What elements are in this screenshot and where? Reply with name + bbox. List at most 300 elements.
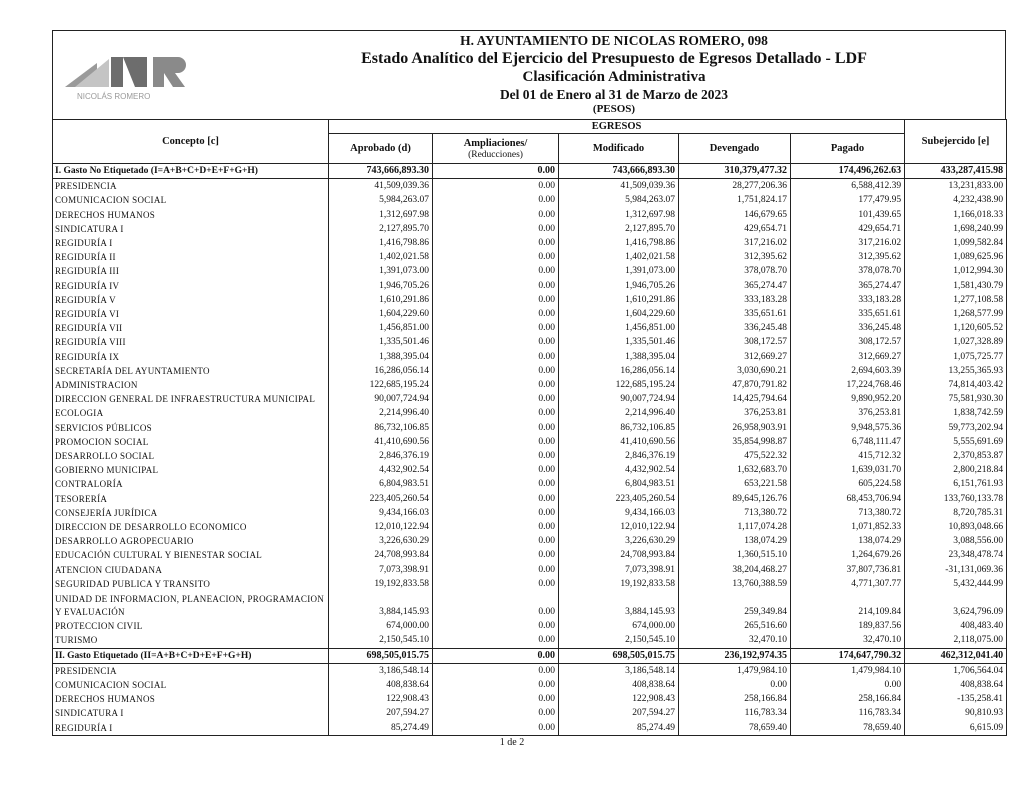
cell-aprobado: 19,192,833.58: [329, 577, 433, 591]
cell-devengado: 1,751,824.17: [679, 193, 791, 207]
table-row: [53, 364, 1007, 378]
cell-modificado: 1,610,291.86: [559, 293, 679, 307]
cell-subejercido: 462,312,041.40: [905, 648, 1007, 663]
report-page: [52, 30, 1006, 736]
cell-aprobado: 1,604,229.60: [329, 307, 433, 321]
cell-aprobado: 12,010,122.94: [329, 520, 433, 534]
cell-modificado: 1,335,501.46: [559, 335, 679, 349]
cell-aprobado: 1,335,501.46: [329, 335, 433, 349]
cell-concepto: REGIDURÍA III: [53, 264, 329, 278]
cell-subejercido: 1,698,240.99: [905, 222, 1007, 236]
cell-devengado: 236,192,974.35: [679, 648, 791, 663]
cell-subejercido: 1,838,742.59: [905, 406, 1007, 420]
total-row: [53, 164, 1007, 179]
cell-ampliaciones: 0.00: [433, 619, 559, 633]
report-classification: Clasificación Administrativa: [522, 69, 706, 85]
cell-modificado: 207,594.27: [559, 706, 679, 720]
cell-modificado: 1,946,705.26: [559, 279, 679, 293]
cell-ampliaciones: 0.00: [433, 307, 559, 321]
table-row: [53, 721, 1007, 736]
report-title: Estado Analítico del Ejercicio del Presupuesto de Egresos Detallado - LDF: [361, 50, 867, 67]
cell-modificado: 2,127,895.70: [559, 222, 679, 236]
cell-ampliaciones: 0.00: [433, 534, 559, 548]
cell-subejercido: 408,838.64: [905, 678, 1007, 692]
cell-ampliaciones: 0.00: [433, 392, 559, 406]
table-row: [53, 321, 1007, 335]
table-row: [53, 463, 1007, 477]
cell-subejercido: 1,089,625.96: [905, 250, 1007, 264]
table-row: [53, 692, 1007, 706]
cell-devengado: 336,245.48: [679, 321, 791, 335]
cell-ampliaciones: 0.00: [433, 222, 559, 236]
cell-subejercido: -31,131,069.36: [905, 563, 1007, 577]
cell-subejercido: 23,348,478.74: [905, 548, 1007, 562]
cell-ampliaciones: 0.00: [433, 506, 559, 520]
cell-devengado: 116,783.34: [679, 706, 791, 720]
cell-aprobado: 90,007,724.94: [329, 392, 433, 406]
cell-concepto: DIRECCION GENERAL DE INFRAESTRUCTURA MUNICIPAL: [53, 392, 329, 406]
cell-ampliaciones: 0.00: [433, 250, 559, 264]
cell-devengado: 312,669.27: [679, 350, 791, 364]
cell-devengado: 1,117,074.28: [679, 520, 791, 534]
cell-devengado: 1,632,683.70: [679, 463, 791, 477]
cell-concepto: REGIDURÍA I: [53, 236, 329, 250]
cell-aprobado: 674,000.00: [329, 619, 433, 633]
cell-concepto: DERECHOS HUMANOS: [53, 692, 329, 706]
cell-subejercido: 75,581,930.30: [905, 392, 1007, 406]
table-row: [53, 577, 1007, 591]
cell-subejercido: 8,720,785.31: [905, 506, 1007, 520]
cell-pagado: 101,439.65: [791, 208, 905, 222]
cell-ampliaciones: 0.00: [433, 321, 559, 335]
cell-aprobado: 41,509,039.36: [329, 179, 433, 194]
cell-ampliaciones: 0.00: [433, 492, 559, 506]
cell-modificado: 1,416,798.86: [559, 236, 679, 250]
cell-devengado: 653,221.58: [679, 477, 791, 491]
logo-subtext: NICOLÁS ROMERO: [77, 92, 151, 101]
cell-ampliaciones: 0.00: [433, 548, 559, 562]
cell-concepto: PRESIDENCIA: [53, 179, 329, 194]
cell-modificado: 4,432,902.54: [559, 463, 679, 477]
cell-subejercido: 1,706,564.04: [905, 663, 1007, 678]
cell-concepto: SERVICIOS PÚBLICOS: [53, 421, 329, 435]
col-concepto: Concepto [c]: [53, 120, 329, 164]
cell-pagado: 4,771,307.77: [791, 577, 905, 591]
cell-concepto: TURISMO: [53, 633, 329, 648]
cell-aprobado: 408,838.64: [329, 678, 433, 692]
cell-ampliaciones: 0.00: [433, 563, 559, 577]
cell-devengado: 308,172.57: [679, 335, 791, 349]
report-header: [52, 30, 1006, 119]
cell-modificado: 223,405,260.54: [559, 492, 679, 506]
cell-modificado: 41,509,039.36: [559, 179, 679, 194]
cell-subejercido: 133,760,133.78: [905, 492, 1007, 506]
cell-ampliaciones: 0.00: [433, 435, 559, 449]
cell-aprobado: 2,150,545.10: [329, 633, 433, 648]
cell-devengado: 259,349.84: [679, 591, 791, 619]
cell-subejercido: 5,432,444.99: [905, 577, 1007, 591]
cell-modificado: 7,073,398.91: [559, 563, 679, 577]
cell-modificado: 85,274.49: [559, 721, 679, 736]
cell-aprobado: 7,073,398.91: [329, 563, 433, 577]
cell-concepto: PROTECCION CIVIL: [53, 619, 329, 633]
cell-modificado: 16,286,056.14: [559, 364, 679, 378]
cell-pagado: 1,071,852.33: [791, 520, 905, 534]
cell-concepto: REGIDURÍA VII: [53, 321, 329, 335]
cell-devengado: 365,274.47: [679, 279, 791, 293]
cell-modificado: 1,391,073.00: [559, 264, 679, 278]
table-row: [53, 208, 1007, 222]
cell-modificado: 2,150,545.10: [559, 633, 679, 648]
cell-modificado: 743,666,893.30: [559, 164, 679, 179]
cell-pagado: 336,245.48: [791, 321, 905, 335]
table-row: [53, 619, 1007, 633]
cell-pagado: 376,253.81: [791, 406, 905, 420]
cell-concepto: GOBIERNO MUNICIPAL: [53, 463, 329, 477]
cell-devengado: 89,645,126.76: [679, 492, 791, 506]
cell-aprobado: 16,286,056.14: [329, 364, 433, 378]
cell-concepto: I. Gasto No Etiquetado (I=A+B+C+D+E+F+G+H): [53, 164, 329, 179]
cell-pagado: 1,479,984.10: [791, 663, 905, 678]
cell-subejercido: 2,370,853.87: [905, 449, 1007, 463]
cell-modificado: 1,388,395.04: [559, 350, 679, 364]
table-row: [53, 392, 1007, 406]
cell-modificado: 2,846,376.19: [559, 449, 679, 463]
cell-aprobado: 122,685,195.24: [329, 378, 433, 392]
table-row: [53, 678, 1007, 692]
cell-concepto: REGIDURÍA VI: [53, 307, 329, 321]
cell-ampliaciones: 0.00: [433, 421, 559, 435]
cell-modificado: 5,984,263.07: [559, 193, 679, 207]
cell-concepto: REGIDURÍA I: [53, 721, 329, 736]
table-row: [53, 350, 1007, 364]
col-pagado: Pagado: [791, 134, 905, 164]
cell-concepto: REGIDURÍA VIII: [53, 335, 329, 349]
cell-subejercido: 433,287,415.98: [905, 164, 1007, 179]
cell-concepto: SINDICATURA I: [53, 222, 329, 236]
table-row: [53, 633, 1007, 648]
table-row: [53, 193, 1007, 207]
cell-pagado: 713,380.72: [791, 506, 905, 520]
cell-concepto: SECRETARÍA DEL AYUNTAMIENTO: [53, 364, 329, 378]
cell-devengado: 429,654.71: [679, 222, 791, 236]
cell-ampliaciones: 0.00: [433, 264, 559, 278]
entity-name: H. AYUNTAMIENTO DE NICOLAS ROMERO, 098: [460, 33, 768, 48]
table-row: [53, 222, 1007, 236]
table-row: [53, 563, 1007, 577]
table-row: [53, 335, 1007, 349]
table-row: [53, 179, 1007, 194]
cell-aprobado: 698,505,015.75: [329, 648, 433, 663]
cell-devengado: 258,166.84: [679, 692, 791, 706]
cell-modificado: 3,226,630.29: [559, 534, 679, 548]
cell-aprobado: 1,610,291.86: [329, 293, 433, 307]
cell-concepto: ADMINISTRACION: [53, 378, 329, 392]
cell-subejercido: 6,615.09: [905, 721, 1007, 736]
cell-subejercido: 5,555,691.69: [905, 435, 1007, 449]
cell-pagado: 429,654.71: [791, 222, 905, 236]
report-currency: (PESOS): [592, 103, 636, 115]
col-ampliaciones-label: Ampliaciones/: [463, 137, 528, 149]
cell-concepto: DESARROLLO SOCIAL: [53, 449, 329, 463]
cell-pagado: 415,712.32: [791, 449, 905, 463]
table-row: [53, 477, 1007, 491]
cell-ampliaciones: 0.00: [433, 236, 559, 250]
cell-ampliaciones: 0.00: [433, 279, 559, 293]
cell-modificado: 1,402,021.58: [559, 250, 679, 264]
cell-subejercido: 74,814,403.42: [905, 378, 1007, 392]
cell-ampliaciones: 0.00: [433, 663, 559, 678]
cell-devengado: 0.00: [679, 678, 791, 692]
cell-devengado: 310,379,477.32: [679, 164, 791, 179]
cell-aprobado: 2,127,895.70: [329, 222, 433, 236]
cell-ampliaciones: 0.00: [433, 678, 559, 692]
cell-subejercido: 13,231,833.00: [905, 179, 1007, 194]
cell-pagado: 68,453,706.94: [791, 492, 905, 506]
cell-pagado: 9,948,575.36: [791, 421, 905, 435]
cell-pagado: 177,479.95: [791, 193, 905, 207]
col-aprobado: Aprobado (d): [329, 134, 433, 164]
cell-aprobado: 1,416,798.86: [329, 236, 433, 250]
cell-devengado: 475,522.32: [679, 449, 791, 463]
cell-pagado: 116,783.34: [791, 706, 905, 720]
cell-modificado: 698,505,015.75: [559, 648, 679, 663]
cell-devengado: 13,760,388.59: [679, 577, 791, 591]
cell-pagado: 78,659.40: [791, 721, 905, 736]
cell-modificado: 674,000.00: [559, 619, 679, 633]
cell-ampliaciones: 0.00: [433, 449, 559, 463]
cell-devengado: 378,078.70: [679, 264, 791, 278]
cell-aprobado: 223,405,260.54: [329, 492, 433, 506]
cell-pagado: 308,172.57: [791, 335, 905, 349]
cell-ampliaciones: 0.00: [433, 591, 559, 619]
cell-aprobado: 743,666,893.30: [329, 164, 433, 179]
table-row: [53, 591, 1007, 619]
cell-devengado: 26,958,903.91: [679, 421, 791, 435]
cell-subejercido: 1,099,582.84: [905, 236, 1007, 250]
cell-subejercido: 1,166,018.33: [905, 208, 1007, 222]
cell-devengado: 14,425,794.64: [679, 392, 791, 406]
cell-ampliaciones: 0.00: [433, 648, 559, 663]
cell-concepto: CONSEJERÍA JURÍDICA: [53, 506, 329, 520]
cell-pagado: 6,748,111.47: [791, 435, 905, 449]
cell-devengado: 32,470.10: [679, 633, 791, 648]
cell-aprobado: 3,186,548.14: [329, 663, 433, 678]
cell-ampliaciones: 0.00: [433, 577, 559, 591]
cell-subejercido: 1,268,577.99: [905, 307, 1007, 321]
cell-aprobado: 1,402,021.58: [329, 250, 433, 264]
col-subejercido: Subejercido [e]: [905, 120, 1007, 164]
cell-ampliaciones: 0.00: [433, 378, 559, 392]
col-ampliaciones: [433, 134, 559, 164]
cell-concepto: REGIDURÍA IV: [53, 279, 329, 293]
table-row: [53, 421, 1007, 435]
cell-pagado: 189,837.56: [791, 619, 905, 633]
cell-modificado: 122,685,195.24: [559, 378, 679, 392]
cell-modificado: 90,007,724.94: [559, 392, 679, 406]
cell-subejercido: -135,258.41: [905, 692, 1007, 706]
cell-concepto: REGIDURÍA IX: [53, 350, 329, 364]
cell-aprobado: 3,226,630.29: [329, 534, 433, 548]
cell-modificado: 6,804,983.51: [559, 477, 679, 491]
table-row: [53, 378, 1007, 392]
table-row: [53, 307, 1007, 321]
cell-pagado: 2,694,603.39: [791, 364, 905, 378]
cell-pagado: 214,109.84: [791, 591, 905, 619]
cell-subejercido: 1,581,430.79: [905, 279, 1007, 293]
cell-subejercido: 3,088,556.00: [905, 534, 1007, 548]
cell-devengado: 1,479,984.10: [679, 663, 791, 678]
cell-concepto: UNIDAD DE INFORMACION, PLANEACION, PROGRAMACION Y EVALUACIÓN: [53, 591, 329, 619]
cell-pagado: 32,470.10: [791, 633, 905, 648]
cell-ampliaciones: 0.00: [433, 364, 559, 378]
cell-modificado: 12,010,122.94: [559, 520, 679, 534]
table-row: [53, 520, 1007, 534]
table-row: [53, 548, 1007, 562]
cell-devengado: 28,277,206.36: [679, 179, 791, 194]
cell-aprobado: 24,708,993.84: [329, 548, 433, 562]
cell-modificado: 408,838.64: [559, 678, 679, 692]
cell-devengado: 38,204,468.27: [679, 563, 791, 577]
cell-subejercido: 1,012,994.30: [905, 264, 1007, 278]
table-row: [53, 435, 1007, 449]
cell-ampliaciones: 0.00: [433, 692, 559, 706]
cell-concepto: COMUNICACION SOCIAL: [53, 678, 329, 692]
municipality-logo: [57, 41, 227, 103]
cell-ampliaciones: 0.00: [433, 208, 559, 222]
cell-concepto: SEGURIDAD PUBLICA Y TRANSITO: [53, 577, 329, 591]
cell-ampliaciones: 0.00: [433, 721, 559, 736]
cell-subejercido: 2,118,075.00: [905, 633, 1007, 648]
cell-devengado: 317,216.02: [679, 236, 791, 250]
cell-devengado: 265,516.60: [679, 619, 791, 633]
cell-modificado: 24,708,993.84: [559, 548, 679, 562]
cell-pagado: 1,639,031.70: [791, 463, 905, 477]
cell-concepto: DESARROLLO AGROPECUARIO: [53, 534, 329, 548]
cell-aprobado: 1,312,697.98: [329, 208, 433, 222]
table-row: [53, 449, 1007, 463]
table-row: [53, 534, 1007, 548]
cell-devengado: 376,253.81: [679, 406, 791, 420]
page-number: 1 de 2: [499, 737, 525, 748]
cell-ampliaciones: 0.00: [433, 164, 559, 179]
cell-aprobado: 2,214,996.40: [329, 406, 433, 420]
cell-concepto: ATENCION CIUDADANA: [53, 563, 329, 577]
cell-aprobado: 85,274.49: [329, 721, 433, 736]
cell-concepto: ECOLOGIA: [53, 406, 329, 420]
cell-pagado: 0.00: [791, 678, 905, 692]
cell-aprobado: 2,846,376.19: [329, 449, 433, 463]
col-egresos-group: EGRESOS: [329, 120, 905, 134]
cell-modificado: 122,908.43: [559, 692, 679, 706]
cell-aprobado: 6,804,983.51: [329, 477, 433, 491]
cell-ampliaciones: 0.00: [433, 335, 559, 349]
total-row: [53, 648, 1007, 663]
cell-modificado: 86,732,106.85: [559, 421, 679, 435]
report-period: Del 01 de Enero al 31 de Marzo de 2023: [499, 87, 729, 102]
cell-subejercido: 1,277,108.58: [905, 293, 1007, 307]
cell-subejercido: 1,120,605.52: [905, 321, 1007, 335]
cell-pagado: 378,078.70: [791, 264, 905, 278]
cell-subejercido: 10,893,048.66: [905, 520, 1007, 534]
cell-subejercido: 2,800,218.84: [905, 463, 1007, 477]
cell-concepto: SINDICATURA I: [53, 706, 329, 720]
cell-devengado: 312,395.62: [679, 250, 791, 264]
cell-aprobado: 1,456,851.00: [329, 321, 433, 335]
cell-ampliaciones: 0.00: [433, 293, 559, 307]
cell-ampliaciones: 0.00: [433, 477, 559, 491]
table-row: [53, 406, 1007, 420]
cell-concepto: II. Gasto Etiquetado (II=A+B+C+D+E+F+G+H): [53, 648, 329, 663]
cell-aprobado: 1,388,395.04: [329, 350, 433, 364]
cell-aprobado: 4,432,902.54: [329, 463, 433, 477]
cell-modificado: 9,434,166.03: [559, 506, 679, 520]
table-row: [53, 506, 1007, 520]
cell-aprobado: 1,391,073.00: [329, 264, 433, 278]
table-row: [53, 492, 1007, 506]
cell-aprobado: 122,908.43: [329, 692, 433, 706]
table-body: [53, 164, 1007, 736]
cell-ampliaciones: 0.00: [433, 193, 559, 207]
cell-devengado: 35,854,998.87: [679, 435, 791, 449]
cell-devengado: 78,659.40: [679, 721, 791, 736]
cell-concepto: PRESIDENCIA: [53, 663, 329, 678]
cell-modificado: 19,192,833.58: [559, 577, 679, 591]
col-devengado: Devengado: [679, 134, 791, 164]
cell-ampliaciones: 0.00: [433, 633, 559, 648]
cell-modificado: 3,884,145.93: [559, 591, 679, 619]
cell-pagado: 258,166.84: [791, 692, 905, 706]
cell-subejercido: 3,624,796.09: [905, 591, 1007, 619]
cell-concepto: COMUNICACION SOCIAL: [53, 193, 329, 207]
col-modificado: Modificado: [559, 134, 679, 164]
cell-pagado: 37,807,736.81: [791, 563, 905, 577]
table-row: [53, 264, 1007, 278]
cell-aprobado: 86,732,106.85: [329, 421, 433, 435]
table-row: [53, 663, 1007, 678]
cell-subejercido: 4,232,438.90: [905, 193, 1007, 207]
cell-concepto: REGIDURÍA II: [53, 250, 329, 264]
cell-devengado: 333,183.28: [679, 293, 791, 307]
budget-table: [52, 119, 1007, 736]
table-row: [53, 706, 1007, 720]
cell-subejercido: 408,483.40: [905, 619, 1007, 633]
cell-concepto: TESORERÍA: [53, 492, 329, 506]
cell-concepto: DIRECCION DE DESARROLLO ECONOMICO: [53, 520, 329, 534]
table-row: [53, 236, 1007, 250]
cell-subejercido: 13,255,365.93: [905, 364, 1007, 378]
cell-pagado: 9,890,952.20: [791, 392, 905, 406]
cell-subejercido: 1,075,725.77: [905, 350, 1007, 364]
cell-pagado: 312,669.27: [791, 350, 905, 364]
table-row: [53, 279, 1007, 293]
report-titles: [233, 33, 995, 115]
cell-ampliaciones: 0.00: [433, 406, 559, 420]
cell-devengado: 335,651.61: [679, 307, 791, 321]
cell-concepto: PROMOCION SOCIAL: [53, 435, 329, 449]
cell-modificado: 1,312,697.98: [559, 208, 679, 222]
cell-pagado: 138,074.29: [791, 534, 905, 548]
cell-aprobado: 1,946,705.26: [329, 279, 433, 293]
cell-aprobado: 3,884,145.93: [329, 591, 433, 619]
cell-ampliaciones: 0.00: [433, 520, 559, 534]
table-row: [53, 250, 1007, 264]
cell-pagado: 317,216.02: [791, 236, 905, 250]
cell-pagado: 1,264,679.26: [791, 548, 905, 562]
cell-modificado: 1,604,229.60: [559, 307, 679, 321]
cell-ampliaciones: 0.00: [433, 463, 559, 477]
cell-ampliaciones: 0.00: [433, 706, 559, 720]
